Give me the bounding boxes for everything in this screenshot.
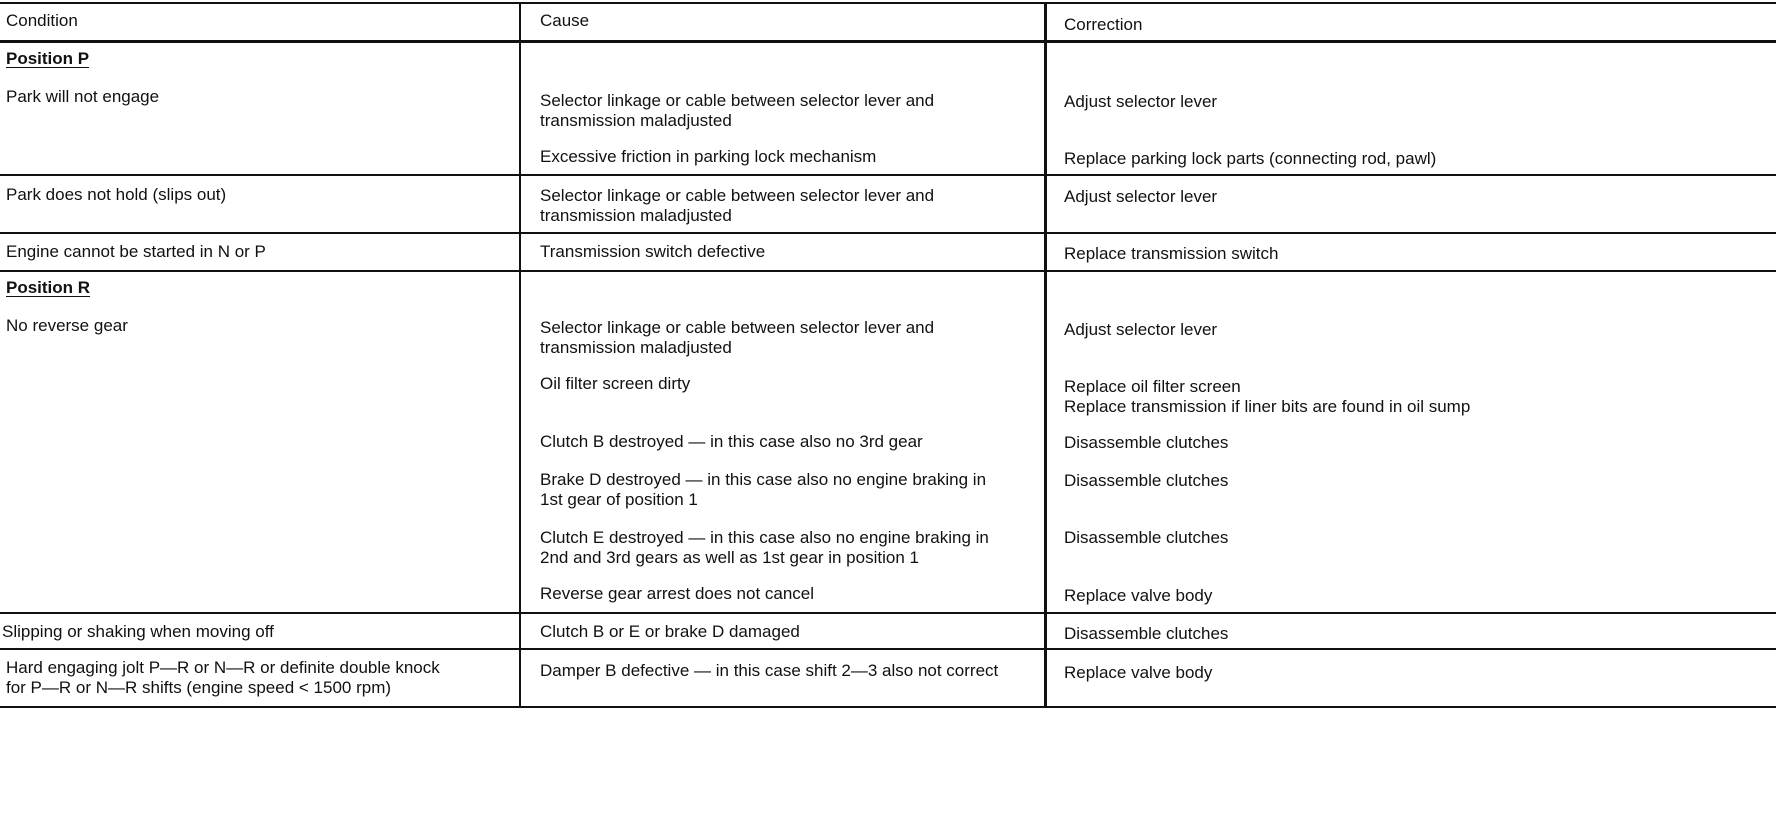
correction-no-reverse-2: Replace oil filter screen Replace transmission if liner bits are found in oil sump — [1064, 377, 1471, 416]
condition-no-reverse: No reverse gear — [6, 316, 128, 335]
cause-no-reverse-6: Reverse gear arrest does not cancel — [540, 584, 815, 603]
cause-engine-not-start: Transmission switch defective — [540, 242, 766, 261]
cause-no-reverse-5: Clutch E destroyed — in this case also no engine braking in 2nd and 3rd gears as well as 1st gear in position 1 — [540, 528, 989, 567]
cause-no-reverse-4: Brake D destroyed — in this case also no engine braking in 1st gear of position 1 — [540, 470, 987, 509]
correction-no-reverse-4: Disassemble clutches — [1064, 471, 1229, 490]
bottom-rule — [0, 706, 1776, 708]
cause-park-not-hold: Selector linkage or cable between selector lever and transmission maladjusted — [540, 186, 935, 225]
column-divider-1 — [519, 4, 521, 706]
correction-no-reverse-3: Disassemble clutches — [1064, 433, 1229, 452]
top-rule — [0, 2, 1776, 4]
cause-no-reverse-1: Selector linkage or cable between selector lever and transmission maladjusted — [540, 318, 935, 357]
section-position-r: Position R — [6, 278, 91, 297]
correction-no-reverse-6: Replace valve body — [1064, 586, 1213, 605]
row-rule-2 — [0, 232, 1776, 234]
correction-park-not-engage-2: Replace parking lock parts (connecting rod, pawl) — [1064, 149, 1437, 168]
correction-engine-not-start: Replace transmission switch — [1064, 244, 1279, 263]
condition-engine-not-start: Engine cannot be started in N or P — [6, 242, 266, 261]
row-rule-5 — [0, 648, 1776, 650]
row-rule-1 — [0, 174, 1776, 176]
header-condition: Condition — [6, 11, 78, 30]
correction-park-not-engage-1: Adjust selector lever — [1064, 92, 1218, 111]
cause-park-not-engage-2: Excessive friction in parking lock mechanism — [540, 147, 877, 166]
header-cause: Cause — [540, 11, 590, 30]
cause-slipping: Clutch B or E or brake D damaged — [540, 622, 800, 641]
header-correction: Correction — [1064, 15, 1143, 34]
correction-no-reverse-1: Adjust selector lever — [1064, 320, 1218, 339]
correction-hard-engaging: Replace valve body — [1064, 663, 1213, 682]
condition-park-not-hold: Park does not hold (slips out) — [6, 185, 227, 204]
row-rule-3 — [0, 270, 1776, 272]
section-position-p: Position P — [6, 49, 90, 68]
condition-park-not-engage: Park will not engage — [6, 87, 160, 106]
row-rule-4 — [0, 612, 1776, 614]
correction-no-reverse-5: Disassemble clutches — [1064, 528, 1229, 547]
cause-hard-engaging: Damper B defective — in this case shift 2—3 also not correct — [540, 661, 999, 680]
correction-park-not-hold: Adjust selector lever — [1064, 187, 1218, 206]
condition-hard-engaging: Hard engaging jolt P—R or N—R or definite double knock for P—R or N—R shifts (engine speed < 1500 rpm) — [6, 658, 440, 697]
header-rule — [0, 40, 1776, 43]
cause-no-reverse-2: Oil filter screen dirty — [540, 374, 691, 393]
cause-no-reverse-3: Clutch B destroyed — in this case also no 3rd gear — [540, 432, 923, 451]
condition-slipping: Slipping or shaking when moving off — [2, 622, 274, 641]
cause-park-not-engage-1: Selector linkage or cable between selector lever and transmission maladjusted — [540, 91, 935, 130]
correction-slipping: Disassemble clutches — [1064, 624, 1229, 643]
column-divider-2 — [1044, 4, 1047, 706]
